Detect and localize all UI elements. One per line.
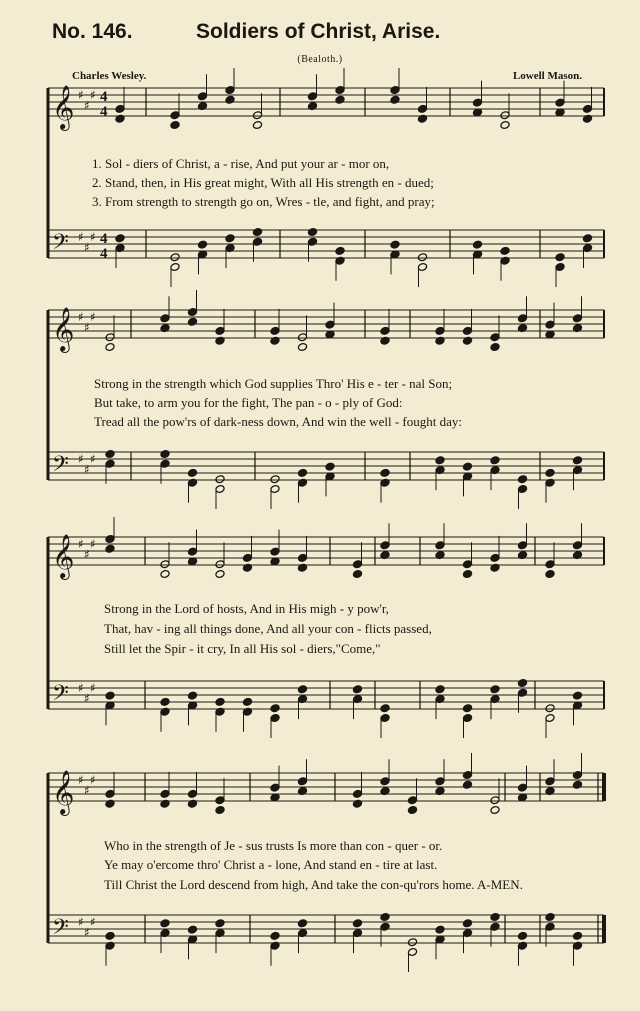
- note-head: [407, 806, 417, 815]
- note-head: [115, 234, 125, 243]
- sharp-icon: ♯: [90, 681, 96, 695]
- time-signature-top: 4: [100, 89, 108, 105]
- note-head: [435, 456, 445, 465]
- note-head: [545, 468, 555, 477]
- note-head: [572, 931, 582, 940]
- lyric-line: Who in the strength of Je - sus trusts Is more than con - quer - or.: [104, 838, 443, 853]
- note-head: [297, 343, 307, 352]
- note-head: [572, 780, 582, 789]
- note-head: [545, 704, 555, 713]
- hymn-number: No. 146.: [52, 20, 133, 43]
- note-head: [105, 544, 115, 553]
- lyric-line: Still let the Spir - it cry, In all His sol - diers,"Come,": [104, 641, 381, 656]
- note-head: [170, 253, 180, 262]
- note-head: [490, 456, 500, 465]
- sharp-icon: ♯: [90, 230, 96, 244]
- note-head: [380, 913, 390, 922]
- note-head: [307, 228, 317, 237]
- note-head: [160, 570, 170, 579]
- sharp-icon: ♯: [84, 240, 90, 255]
- note-head: [160, 450, 170, 459]
- note-head: [270, 704, 280, 713]
- note-head: [572, 691, 582, 700]
- note-head: [435, 685, 445, 694]
- note-head: [297, 919, 307, 928]
- time-signature-bottom: 4: [100, 246, 108, 262]
- note-head: [572, 456, 582, 465]
- sharp-icon: ♯: [78, 915, 84, 929]
- note-head: [252, 121, 262, 130]
- note-head: [490, 806, 500, 815]
- note-head: [390, 95, 400, 104]
- sharp-icon: ♯: [78, 452, 84, 466]
- treble-clef-icon: 𝄞: [52, 534, 75, 578]
- sharp-icon: ♯: [84, 462, 90, 477]
- note-head: [105, 343, 115, 352]
- note-head: [252, 228, 262, 237]
- lyric-line: Ye may o'ercome thro' Christ a - lone, And stand en - tire at last.: [104, 857, 438, 872]
- note-head: [517, 679, 527, 688]
- note-head: [490, 343, 500, 352]
- note-head: [187, 317, 197, 326]
- lyric-line: Strong in the strength which God supplies Thro' His e - ter - nal Son;: [94, 376, 453, 391]
- composer-credit: Lowell Mason.: [512, 70, 582, 82]
- note-head: [215, 697, 225, 706]
- note-head: [490, 685, 500, 694]
- note-head: [352, 919, 362, 928]
- note-head: [390, 240, 400, 249]
- sharp-icon: ♯: [90, 915, 96, 929]
- lyric-line: 2. Stand, then, in His great might, With all His strength en - dued;: [92, 175, 434, 190]
- note-head: [187, 691, 197, 700]
- note-head: [105, 931, 115, 940]
- sharp-icon: ♯: [84, 691, 90, 706]
- sharp-icon: ♯: [84, 320, 90, 335]
- note-head: [517, 475, 527, 484]
- treble-clef-icon: 𝄞: [52, 307, 75, 351]
- note-head: [500, 246, 510, 255]
- sharp-icon: ♯: [84, 783, 90, 798]
- sharp-icon: ♯: [90, 310, 96, 324]
- lyric-line: That, hav - ing all things done, And all your con - flicts passed,: [104, 621, 432, 636]
- note-head: [407, 938, 417, 947]
- lyric-line: 1. Sol - diers of Christ, a - rise, And put your ar - mor on,: [92, 156, 390, 171]
- note-head: [462, 704, 472, 713]
- sharp-icon: ♯: [78, 537, 84, 551]
- hymn-title: Soldiers of Christ, Arise.: [196, 20, 441, 43]
- treble-clef-icon: 𝄞: [52, 85, 75, 129]
- note-head: [215, 919, 225, 928]
- bass-clef-icon: 𝄢: [52, 230, 69, 260]
- time-signature-top: 4: [100, 231, 108, 247]
- lyric-line: Tread all the pow'rs of dark-ness down, And win the well - fought day:: [94, 414, 462, 429]
- sharp-icon: ♯: [84, 925, 90, 940]
- note-head: [187, 925, 197, 934]
- lyric-line: But take, to arm you for the fight, The pan - o - ply of God:: [94, 395, 403, 410]
- note-head: [500, 121, 510, 130]
- bass-clef-icon: 𝄢: [52, 452, 69, 482]
- lyricist-credit: Charles Wesley.: [72, 70, 147, 82]
- note-head: [380, 468, 390, 477]
- tune-name: (Bealoth.): [297, 54, 343, 65]
- note-head: [462, 462, 472, 471]
- note-head: [435, 925, 445, 934]
- note-head: [170, 121, 180, 130]
- note-head: [490, 913, 500, 922]
- sharp-icon: ♯: [78, 88, 84, 102]
- sharp-icon: ♯: [84, 547, 90, 562]
- note-head: [197, 240, 207, 249]
- note-head: [297, 468, 307, 477]
- note-head: [352, 685, 362, 694]
- note-head: [335, 246, 345, 255]
- note-head: [417, 253, 427, 262]
- sharp-icon: ♯: [78, 230, 84, 244]
- sharp-icon: ♯: [78, 310, 84, 324]
- note-head: [472, 240, 482, 249]
- note-head: [215, 475, 225, 484]
- note-head: [462, 780, 472, 789]
- note-head: [325, 462, 335, 471]
- sharp-icon: ♯: [90, 88, 96, 102]
- note-head: [582, 234, 592, 243]
- note-head: [545, 913, 555, 922]
- note-head: [555, 253, 565, 262]
- lyric-line: Till Christ the Lord descend from high, And take the con-qu'rors home. A-MEN.: [104, 877, 523, 892]
- sharp-icon: ♯: [90, 773, 96, 787]
- note-head: [380, 704, 390, 713]
- sharp-icon: ♯: [78, 681, 84, 695]
- bass-clef-icon: 𝄢: [52, 915, 69, 945]
- note-head: [225, 95, 235, 104]
- sharp-icon: ♯: [78, 773, 84, 787]
- sharp-icon: ♯: [90, 452, 96, 466]
- note-head: [225, 234, 235, 243]
- lyric-line: 3. From strength to strength go on, Wres - tle, and fight, and pray;: [92, 194, 435, 209]
- note-head: [160, 697, 170, 706]
- note-head: [270, 931, 280, 940]
- note-head: [517, 931, 527, 940]
- note-head: [545, 570, 555, 579]
- note-head: [270, 475, 280, 484]
- note-head: [462, 919, 472, 928]
- note-head: [105, 691, 115, 700]
- note-head: [352, 570, 362, 579]
- note-head: [242, 697, 252, 706]
- time-signature-bottom: 4: [100, 104, 108, 120]
- note-head: [160, 919, 170, 928]
- note-head: [215, 806, 225, 815]
- note-head: [105, 450, 115, 459]
- note-head: [187, 468, 197, 477]
- sharp-icon: ♯: [84, 98, 90, 113]
- treble-clef-icon: 𝄞: [52, 770, 75, 814]
- note-head: [215, 570, 225, 579]
- note-head: [462, 570, 472, 579]
- note-head: [297, 685, 307, 694]
- bass-clef-icon: 𝄢: [52, 681, 69, 711]
- note-head: [335, 95, 345, 104]
- sharp-icon: ♯: [90, 537, 96, 551]
- lyric-line: Strong in the Lord of hosts, And in His migh - y pow'r,: [104, 601, 389, 616]
